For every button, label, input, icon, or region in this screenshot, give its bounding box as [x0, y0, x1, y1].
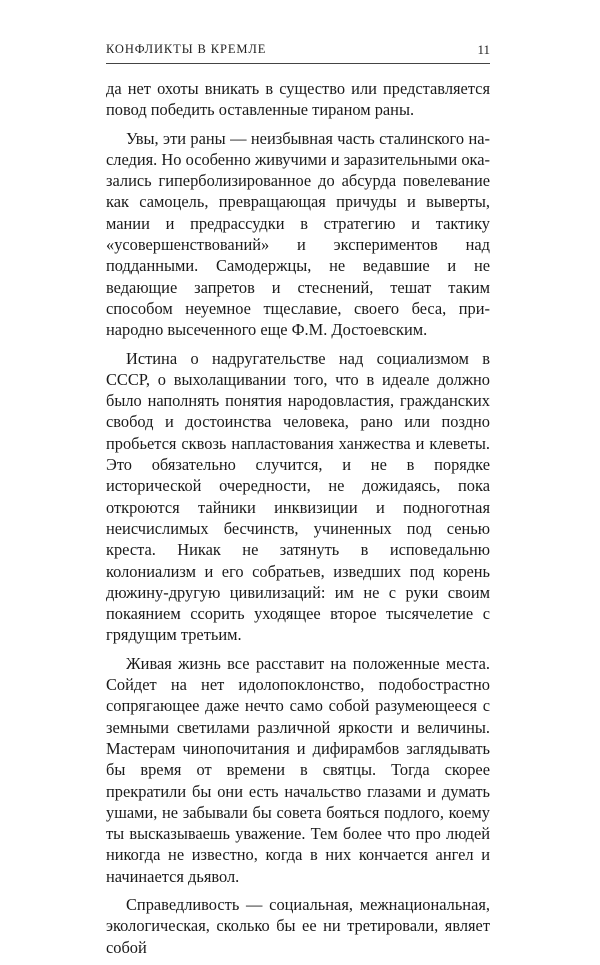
paragraph: да нет охоты вникать в существо или представляется повод победить оставленные тираном раны. — [106, 79, 490, 120]
running-title: КОНФЛИКТЫ В КРЕМЛЕ — [106, 42, 267, 56]
running-header — [106, 42, 490, 64]
paragraph: Справедливость — социальная, межнациональная, экологическая, сколько бы ее ни третировали, являет собой — [106, 894, 490, 957]
page-number: 11 — [477, 42, 490, 57]
paragraph: Увы, эти раны — неизбывная часть сталинского наследия. Но особенно живучими и заразительными оказались гиперболизированное до абсурда повелевание как самоцель, превращающая причуды и выверты, мании и предрассудки в стратегию и тактику «усовершенствований» и экспериментов над подданными. Самодержцы, не ведавшие и не ведающие запретов и стеснений, тешат таким способом неуемное тщеславие, своего беса, принародно высеченного еще Ф.М. Достоевским. — [106, 128, 490, 340]
page-body — [106, 78, 490, 965]
paragraph: Истина о надругательстве над социализмом в СССР, о выхолащивании того, что в идеале должно было наполнять понятия народовластия, гражданских свобод и достоинства человека, рано или поздно пробьется сквозь напластования ханжества и клеветы. Это обязательно случится, и не в порядке исторической очередности, не дожидаясь, пока откроются тайники инквизиции и подноготная неисчислимых бесчинств, учиненных под сенью креста. Никак не затянуть в исповедальню колониализм и его собратьев, изведших под корень дюжину-другую цивилизаций: им не с руки своим покаянием ссорить уходящее второе тысячелетие с грядущим третьим. — [106, 348, 490, 645]
paragraph: Живая жизнь все расставит на положенные места. Сойдет на нет идолопоклонство, подобострастно сопрягающее даже нечто само собой разумеющееся с земными светилами различной яркости и величины. Мастерам чинопочитания и дифирамбов заглядывать бы время от времени в святцы. Тогда скорее прекратили бы они есть начальство глазами и думать ушами, не забывали бы совета бояться подлого, коему ты высказываешь уважение. Тем более что про людей никогда не известно, когда в них кончается ангел и начинается дьявол. — [106, 653, 490, 886]
header-rule — [106, 63, 490, 64]
